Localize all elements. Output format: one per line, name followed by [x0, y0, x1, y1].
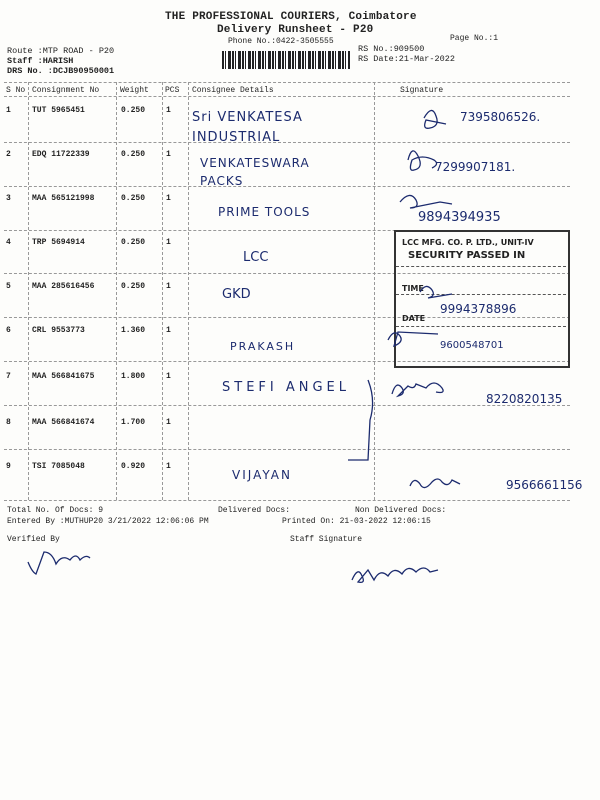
row-consignee: Sri VENKATESA INDUSTRIAL — [192, 110, 303, 145]
row-signature-note: 9994378896 — [440, 302, 517, 316]
row-sno: 7 — [6, 372, 11, 381]
row-weight: 1.800 — [121, 372, 146, 381]
row-consignment: TUT 5965451 — [32, 106, 85, 115]
staff-signature-label: Staff Signature — [290, 535, 363, 544]
row-consignee: VIJAYAN — [232, 468, 292, 482]
row-signature-note: 9894394935 — [418, 210, 501, 225]
delivered-docs: Delivered Docs: — [218, 506, 291, 515]
row-consignment: MAA 565121998 — [32, 194, 95, 203]
row-sno: 9 — [6, 462, 11, 471]
col-header-consignment: Consignment No — [32, 86, 100, 95]
row-sno: 4 — [6, 238, 11, 247]
row-signature-note: 7299907181. — [435, 160, 516, 174]
row-signature-note: 8220820135 — [486, 392, 563, 406]
row-consignee: LCC — [243, 250, 269, 265]
row-sno: 1 — [6, 106, 11, 115]
row-consignee: PRAKASH — [230, 340, 296, 353]
row-weight: 0.250 — [121, 282, 146, 291]
row-signature-note: 7395806526. — [460, 110, 541, 124]
phone-number: Phone No.:0422-3505555 — [228, 37, 334, 46]
row-sno: 3 — [6, 194, 11, 203]
stamp-text: SECURITY PASSED IN — [408, 250, 526, 261]
signature-row-9 — [410, 479, 460, 488]
non-delivered-docs: Non Delivered Docs: — [355, 506, 447, 515]
row-weight: 1.360 — [121, 326, 146, 335]
col-header-pcs: PCS — [165, 86, 180, 95]
company-title: THE PROFESSIONAL COURIERS, Coimbatore — [165, 11, 417, 23]
row-sno: 2 — [6, 150, 11, 159]
row-sno: 8 — [6, 418, 11, 427]
rs-number: RS No.:909500 — [358, 44, 425, 54]
signature-row-6 — [388, 332, 438, 346]
signature-row-5 — [420, 286, 452, 298]
printed-on: Printed On: 21-03-2022 12:06:15 — [282, 517, 431, 526]
row-pcs: 1 — [166, 150, 171, 159]
stamp-time-label: TIME — [402, 284, 424, 293]
row-consignment: TRP 5694914 — [32, 238, 85, 247]
staff-signature — [352, 568, 438, 582]
page-number: Page No.:1 — [450, 34, 499, 43]
row-consignment: TSI 7085048 — [32, 462, 85, 471]
row-consignment: MAA 566841674 — [32, 418, 95, 427]
col-header-weight: Weight — [120, 86, 149, 95]
staff: Staff :HARISH — [7, 56, 74, 66]
signature-row-1 — [424, 110, 446, 128]
row-pcs: 1 — [166, 418, 171, 427]
row-pcs: 1 — [166, 462, 171, 471]
drs-number: DRS No. :DCJB90950001 — [7, 66, 115, 76]
entered-by: Entered By :MUTHUP20 3/21/2022 12:06:06 PM — [7, 517, 209, 526]
col-header-signature: Signature — [400, 86, 444, 95]
stamp-company: LCC MFG. CO. P. LTD., UNIT-IV — [402, 238, 534, 247]
row-weight: 0.250 — [121, 194, 146, 203]
row-signature-note: 9566661156 — [506, 478, 583, 492]
col-header-sno: S No — [6, 86, 26, 95]
consignee-bracket — [348, 380, 373, 460]
row-consignee: STEFI ANGEL — [222, 380, 350, 395]
signature-row-7 — [392, 383, 443, 396]
verifier-signature — [28, 552, 90, 574]
col-header-consignee: Consignee Details — [192, 86, 274, 95]
signature-row-2 — [408, 151, 437, 170]
row-consignment: MAA 566841675 — [32, 372, 95, 381]
row-weight: 1.700 — [121, 418, 146, 427]
row-weight: 0.250 — [121, 238, 146, 247]
signature-row-3 — [400, 195, 452, 208]
row-consignment: MAA 285616456 — [32, 282, 95, 291]
route: Route :MTP ROAD - P20 — [7, 46, 115, 56]
row-pcs: 1 — [166, 194, 171, 203]
row-consignee: GKD — [222, 287, 251, 302]
row-pcs: 1 — [166, 326, 171, 335]
verified-by-label: Verified By — [7, 535, 60, 544]
row-consignment: CRL 9553773 — [32, 326, 85, 335]
row-weight: 0.250 — [121, 150, 146, 159]
rs-date: RS Date:21-Mar-2022 — [358, 54, 455, 64]
row-sno: 6 — [6, 326, 11, 335]
row-pcs: 1 — [166, 106, 171, 115]
total-docs: Total No. Of Docs: 9 — [7, 506, 104, 515]
runsheet-title: Delivery Runsheet - P20 — [217, 24, 374, 36]
stamp-date-label: DATE — [402, 314, 426, 323]
row-pcs: 1 — [166, 238, 171, 247]
row-weight: 0.920 — [121, 462, 146, 471]
row-pcs: 1 — [166, 372, 171, 381]
row-sno: 5 — [6, 282, 11, 291]
row-pcs: 1 — [166, 282, 171, 291]
row-consignee: PRIME TOOLS — [218, 205, 311, 219]
row-weight: 0.250 — [121, 106, 146, 115]
row-signature-note: 9600548701 — [440, 340, 504, 351]
row-consignee: VENKATESWARA PACKS — [200, 156, 310, 188]
row-consignment: EDQ 11722339 — [32, 150, 90, 159]
